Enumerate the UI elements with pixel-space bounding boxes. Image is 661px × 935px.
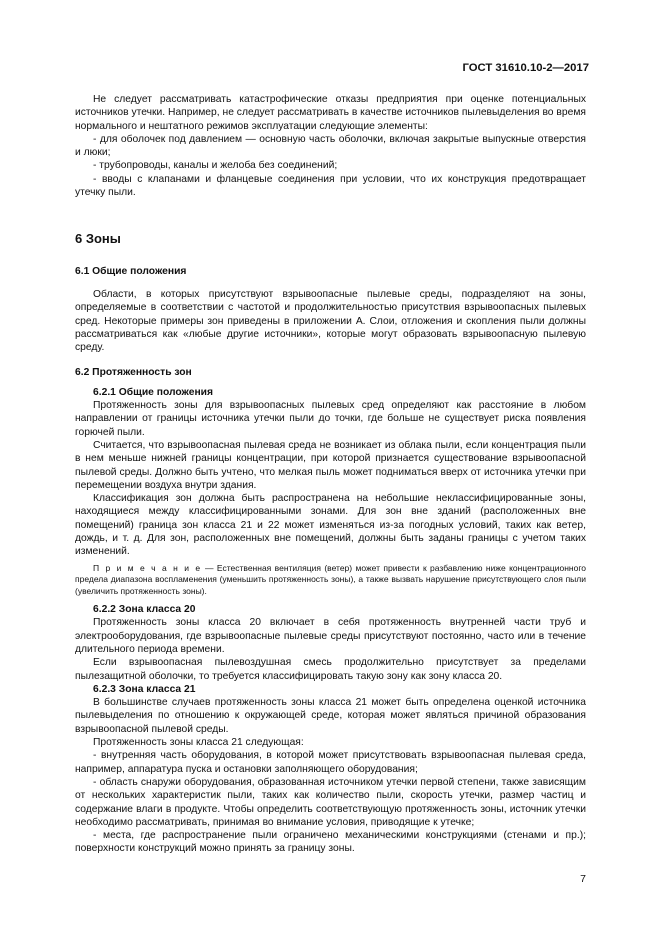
clause-heading: 6.2.1 Общие положения [93, 386, 213, 398]
list-item: - трубопроводы, каналы и желоба без соединений; [93, 160, 338, 172]
list-item: - область снаружи оборудования, образованная источником утечки первой степени, также зависящим от нескольких характеристик пыли, таких как количество пыли, скорость утечки, размер частиц и содержание влаги в продукте. Чтобы определить соответствующую протяженность зоны, источник утечки необходимо рассматривать, принимая во внимание условия, приводящие к утечке; [75, 776, 586, 828]
paragraph: Считается, что взрывоопасная пылевая среда не возникает из облака пыли, если концентрация пыли в нем меньше нижней границы концентрации, при которой признается существование взрывоопасной пылевой среды. Должно быть учтено, что мелкая пыль может подниматься вверх от источника утечки при перемещении воздуха внутри здания. [75, 439, 586, 491]
clause-heading: 6.2.3 Зона класса 21 [93, 683, 196, 695]
paragraph: Протяженность зоны класса 20 включает в себя протяженность внутренней части труб и электрооборудования, где взрывоопасные пылевые среды присутствуют постоянно, часто или в течение длительного периода времени. [75, 617, 586, 655]
paragraph: Протяженность зоны класса 21 следующая: [93, 737, 304, 749]
page-body [75, 93, 586, 856]
note [75, 563, 586, 598]
standard-header: ГОСТ 31610.10-2—2017 [462, 62, 589, 74]
intro-paragraph: Не следует рассматривать катастрофические отказы предприятия при оценке потенциальных источников утечки. Например, не следует рассматривать в качестве источников пылевыделения во время нормального и нештатного режимов эксплуатации следующие элементы: [75, 94, 586, 132]
section-heading: 6 Зоны [75, 231, 121, 247]
paragraph: Если взрывоопасная пылевоздушная смесь продолжительно присутствует за пределами пылезащитной оболочки, то требуется классифицировать такую зону как зону класса 20. [75, 657, 586, 682]
list-item: - вводы с клапанами и фланцевые соединения при условии, что их конструкция предотвращает утечку пыли. [75, 173, 586, 199]
list-item: - для оболочек под давлением — основную часть оболочки, включая закрытые выпускные отверстия и люки; [75, 133, 586, 159]
subsection-heading: 6.1 Общие положения [75, 265, 187, 277]
clause-heading: 6.2.2 Зона класса 20 [93, 604, 196, 616]
paragraph: Протяженность зоны для взрывоопасных пылевых сред определяют как расстояние в любом направлении от границы источника утечки пыли до точки, где больше не существует риска появления горючей пыли. [75, 400, 586, 438]
paragraph: Классификация зон должна быть распространена на небольшие неклассифицированные зоны, находящиеся между классифицированными зонами. Для зон вне зданий (расположенных вне помещений) граница зон класса 21 и 22 может изменяться из-за погодных условий, таких как ветер, дождь, и т. д. Для зон, расположенных вне помещений, должны быть заданы границы с учетом таких изменений. [75, 493, 586, 558]
paragraph: В большинстве случаев протяженность зоны класса 21 может быть определена оценкой источника пылевыделения по отношению к окружающей среде, которая может являться причиной образования взрывоопасной пылевой среды. [75, 697, 586, 735]
list-item: - места, где распространение пыли ограничено механическими конструкциями (стенами и пр.); поверхности конструкций можно принять за границу зоны. [75, 830, 586, 855]
paragraph: Области, в которых присутствуют взрывоопасные пылевые среды, подразделяют на зоны, определяемые в соответствии с частотой и продолжительностью присутствия взрывоопасных пылевых сред. Некоторые примеры зон приведены в приложении А. Слои, отложения и скопления пыли должны рассматриваться как «любые другие источники», которые могут образовать взрывоопасную пылевую среду. [75, 288, 586, 354]
list-item: - внутренняя часть оборудования, в которой может присутствовать взрывоопасная пылевая среда, например, аппаратура пуска и остановки заполняющего оборудования; [75, 750, 586, 775]
note-text: — Естественная вентиляция (ветер) может привести к разбавлению ниже концентрационного предела диапазона воспламенения (уменьшить протяженность зоны), а также вызвать нарушение присутствующего слоя пыли (увеличить протяженность зоны). [75, 562, 586, 596]
subsection-heading: 6.2 Протяженность зон [75, 367, 192, 379]
page-number: 7 [580, 873, 586, 885]
note-label: П р и м е ч а н и е [93, 562, 202, 573]
